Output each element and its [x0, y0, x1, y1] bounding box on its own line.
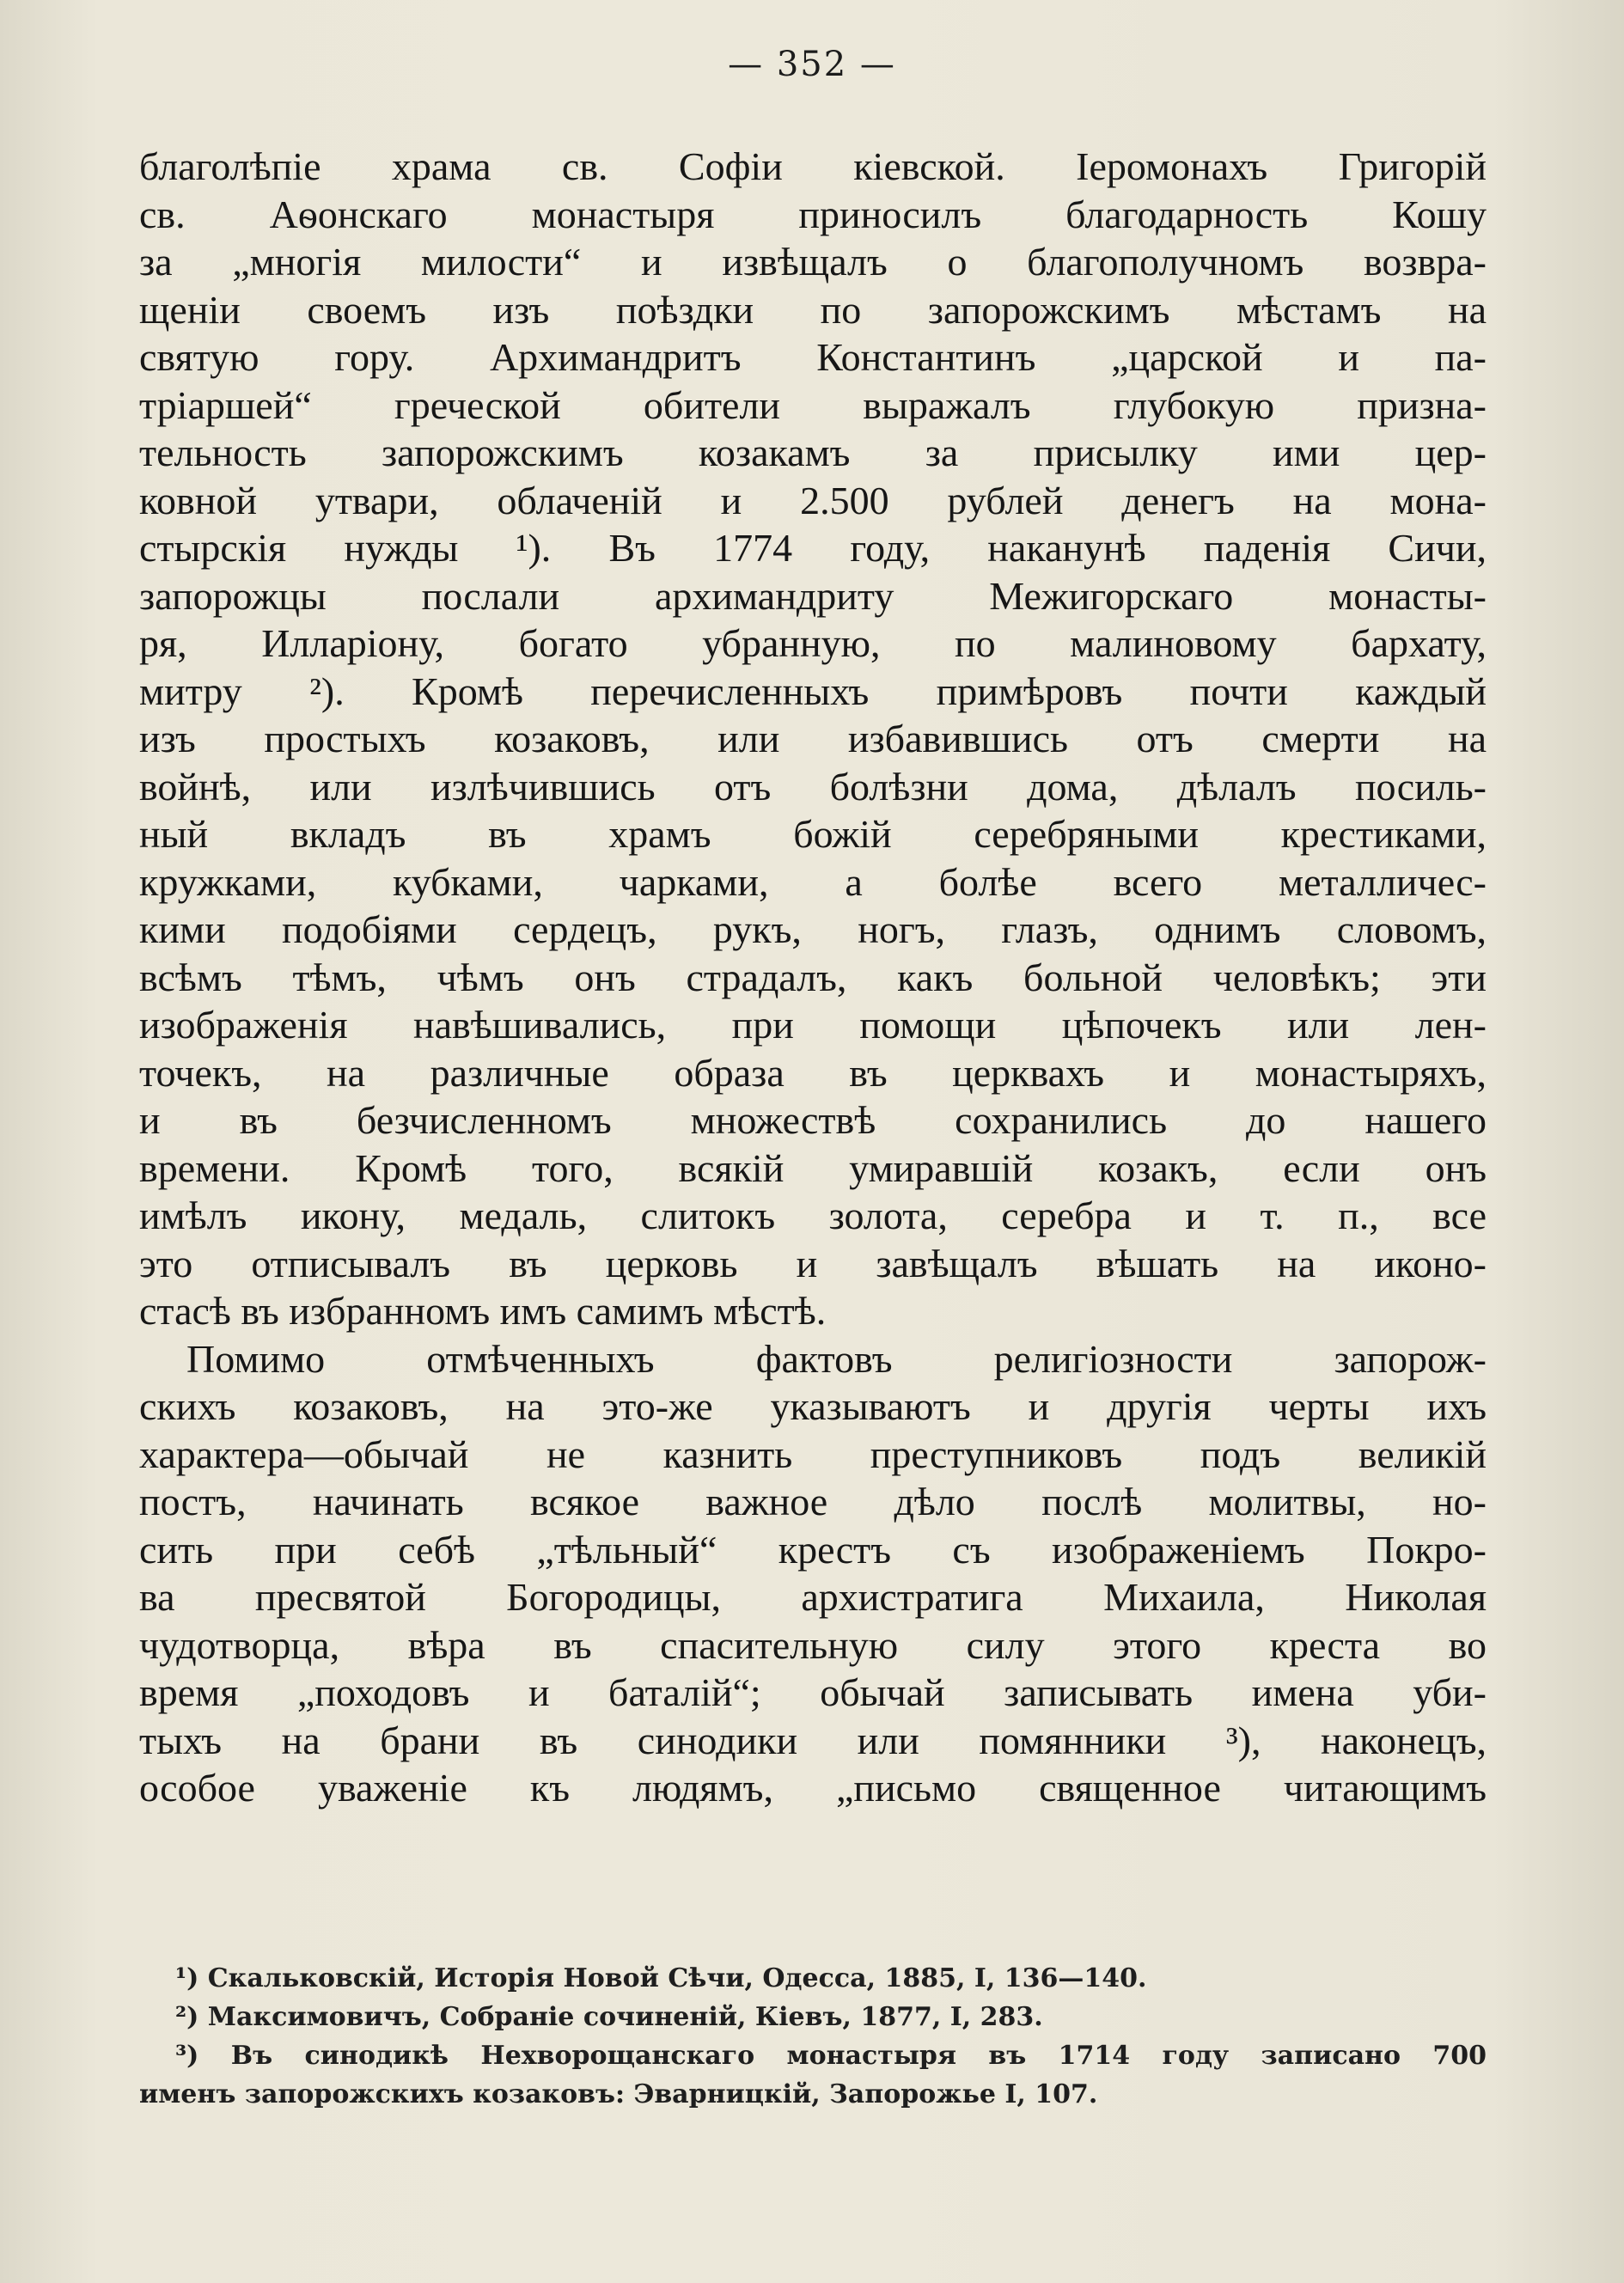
footnotes: [139, 1959, 1487, 2114]
text-line: время „походовъ и баталій“; обычай записывать имена уби-: [139, 1670, 1487, 1714]
text-line: имѣлъ икону, медаль, слитокъ золота, серебра и т. п., все: [139, 1193, 1487, 1237]
footnote-1: ¹) Скальковскій, Исторія Новой Сѣчи, Одесса, 1885, I, 136—140.: [175, 1963, 1147, 1993]
paragraph-end-line: стасѣ въ избранномъ имъ самимъ мѣстѣ.: [139, 1289, 827, 1333]
text-line: и въ безчисленномъ множествѣ сохранились до нашего: [139, 1098, 1487, 1142]
text-line: изъ простыхъ козаковъ, или избавившись отъ смерти на: [139, 717, 1487, 760]
text-line: тріаршей“ греческой обители выражалъ глубокую призна-: [139, 382, 1487, 427]
text-line: ва пресвятой Богородицы, архистратига Михаила, Николая: [139, 1575, 1487, 1619]
text-line: особое уваженіе къ людямъ, „письмо священное читающимъ: [139, 1766, 1487, 1810]
footnote-3: ³) Въ синодикѣ Нехворощанскаго монастыря въ 1714 году записано 700: [175, 2041, 1487, 2071]
text-line: кружками, кубками, чарками, а болѣе всего металличес-: [139, 859, 1487, 904]
text-line: св. Аѳонскаго монастыря приносилъ благодарность Кошу: [139, 192, 1487, 236]
body-text: [139, 143, 1487, 1812]
text-line: времени. Кромѣ того, всякій умиравшій козакъ, если онъ: [139, 1145, 1487, 1190]
page-number: — 352 —: [728, 45, 896, 84]
footnote-3-continuation: именъ запорожскихъ козаковъ: Эварницкій, Запорожье I, 107.: [139, 2079, 1098, 2109]
text-line: стырскія нужды ¹). Въ 1774 году, наканунѣ паденія Сичи,: [139, 526, 1487, 570]
paragraph-start-line: Помимо отмѣченныхъ фактовъ религіозности запорож-: [186, 1336, 1487, 1381]
footnote-2: ²) Максимовичъ, Собраніе сочиненій, Кіевъ, 1877, I, 283.: [175, 2002, 1043, 2032]
text-line: митру ²). Кромѣ перечисленныхъ примѣровъ почти каждый: [139, 668, 1487, 713]
text-line: изображенія навѣшивались, при помощи цѣпочекъ или лен-: [139, 1003, 1487, 1047]
text-line: щеніи своемъ изъ поѣздки по запорожскимъ мѣстамъ на: [139, 287, 1487, 332]
text-line: сить при себѣ „тѣльный“ крестъ съ изображеніемъ Покро-: [139, 1527, 1487, 1572]
text-line: тыхъ на брани въ синодики или помянники ³), наконецъ,: [139, 1718, 1487, 1762]
text-line: ковной утвари, облаченій и 2.500 рублей денегъ на мона-: [139, 478, 1487, 522]
text-line: благолѣпіе храма св. Софіи кіевской. Іеромонахъ Григорій: [139, 144, 1487, 188]
text-line: святую гору. Архимандритъ Константинъ „царской и па-: [139, 335, 1487, 379]
text-line: чудотворца, вѣра въ спасительную силу этого креста во: [139, 1622, 1487, 1667]
text-line: ря, Илларіону, богато убранную, по малиновому бархату,: [139, 621, 1487, 665]
text-line: тельность запорожскимъ козакамъ за присылку ими цер-: [139, 430, 1487, 474]
text-line: ный вкладъ въ храмъ божій серебряными крестиками,: [139, 812, 1487, 856]
text-line: постъ, начинать всякое важное дѣло послѣ молитвы, но-: [139, 1480, 1487, 1523]
text-line: за „многія милости“ и извѣщалъ о благополучномъ возвра-: [139, 240, 1487, 284]
text-line: точекъ, на различные образа въ церквахъ и монастыряхъ,: [139, 1050, 1487, 1095]
text-line: запорожцы послали архимандриту Межигорскаго монасты-: [139, 573, 1487, 618]
text-line: всѣмъ тѣмъ, чѣмъ онъ страдалъ, какъ больной человѣкъ; эти: [139, 955, 1487, 999]
text-line: войнѣ, или излѣчившись отъ болѣзни дома, дѣлалъ посиль-: [139, 764, 1487, 809]
text-line: характера—обычай не казнить преступниковъ подъ великій: [139, 1431, 1487, 1476]
text-line: скихъ козаковъ, на это-же указываютъ и другія черты ихъ: [139, 1384, 1487, 1428]
text-line: кими подобіями сердецъ, рукъ, ногъ, глазъ, однимъ словомъ,: [139, 907, 1487, 951]
text-line: это отписывалъ въ церковь и завѣщалъ вѣшать на иконо-: [139, 1241, 1487, 1285]
